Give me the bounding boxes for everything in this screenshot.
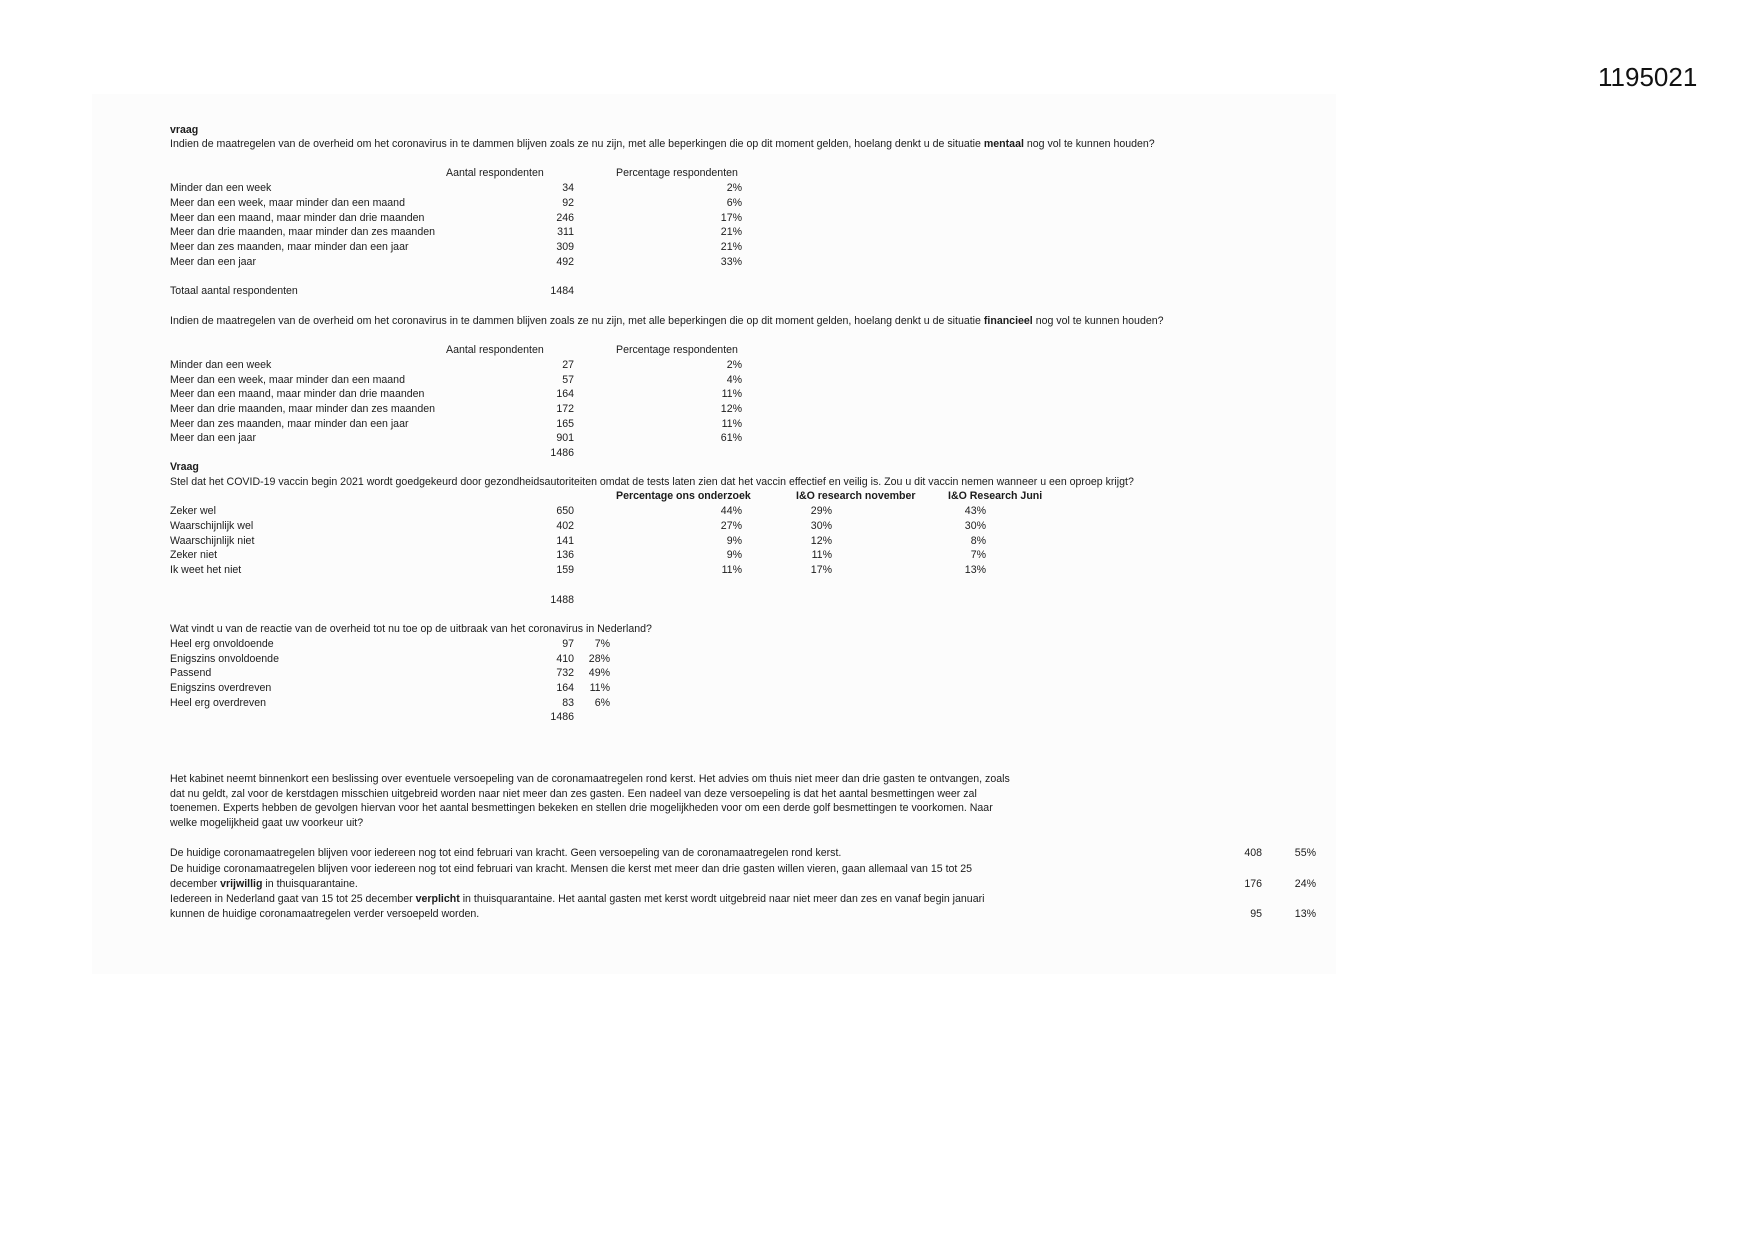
q2-row-count: 57 bbox=[562, 374, 574, 386]
q1-row-pct: 17% bbox=[720, 212, 742, 224]
q3-row-nov: 30% bbox=[810, 520, 832, 532]
q1-row-count: 311 bbox=[557, 226, 574, 238]
q4-row-pct: 7% bbox=[594, 638, 610, 650]
q2-row-count: 164 bbox=[556, 388, 574, 400]
q4-row-label: Passend bbox=[170, 667, 212, 679]
q1-row-label: Meer dan een week, maar minder dan een maand bbox=[170, 197, 405, 209]
q1-row-pct: 21% bbox=[720, 241, 742, 253]
q1-col-pct: Percentage respondenten bbox=[616, 167, 738, 179]
q2-row-count: 165 bbox=[556, 418, 574, 430]
q5-option-2-line2: december vrijwillig in thuisquarantaine. bbox=[170, 878, 358, 890]
q4-row-count: 164 bbox=[556, 682, 574, 694]
q1-total: 1484 bbox=[550, 285, 574, 297]
q2-row-pct: 2% bbox=[726, 359, 742, 371]
q1-row-count: 34 bbox=[562, 182, 574, 194]
q3-row-count: 402 bbox=[556, 520, 574, 532]
q4-question: Wat vindt u van de reactie van de overheid tot nu toe op de uitbraak van het coronavirus in Nederland? bbox=[170, 623, 652, 635]
q2-row-count: 27 bbox=[562, 359, 574, 371]
q1-row-label: Meer dan een maand, maar minder dan drie maanden bbox=[170, 212, 425, 224]
q2-question: Indien de maatregelen van de overheid om het coronavirus in te dammen blijven zoals ze nu zijn, met alle beperkingen die op dit moment gelden, hoelang denkt u de situatie financieel nog vol te kunnen houden? bbox=[170, 315, 1164, 327]
q1-row-label: Meer dan drie maanden, maar minder dan zes maanden bbox=[170, 226, 435, 238]
q3-col-ours: Percentage ons onderzoek bbox=[616, 490, 751, 502]
q2-row-label: Meer dan een jaar bbox=[170, 432, 256, 444]
q2-row-pct: 12% bbox=[720, 403, 742, 415]
q3-row-label: Zeker niet bbox=[170, 549, 218, 561]
q1-label: vraag bbox=[170, 124, 199, 136]
q4-row-count: 97 bbox=[562, 638, 574, 650]
q1-row-pct: 6% bbox=[726, 197, 742, 209]
q1-row-count: 92 bbox=[562, 197, 574, 209]
q3-total: 1488 bbox=[550, 594, 574, 606]
q1-total-label: Totaal aantal respondenten bbox=[170, 285, 298, 297]
q2-row-pct: 4% bbox=[726, 374, 742, 386]
q4-row-label: Heel erg onvoldoende bbox=[170, 638, 274, 650]
q3-row-label: Waarschijnlijk niet bbox=[170, 535, 255, 547]
q3-row-nov: 11% bbox=[811, 549, 832, 561]
q5-option-2-count: 176 bbox=[1244, 878, 1262, 890]
q3-col-jun: I&O Research Juni bbox=[948, 490, 1043, 502]
q5-option-3-line1: Iedereen in Nederland gaat van 15 tot 25 december verplicht in thuisquarantaine. Het aantal gasten met kerst wordt uitgebreid naar niet meer dan zes en vanaf begin januari bbox=[170, 893, 985, 905]
q1-row-pct: 2% bbox=[726, 182, 742, 194]
q3-row-ours: 44% bbox=[720, 505, 742, 517]
q3-row-nov: 12% bbox=[810, 535, 832, 547]
q5-intro-line: welke mogelijkheid gaat uw voorkeur uit? bbox=[170, 817, 364, 829]
q2-row-label: Meer dan zes maanden, maar minder dan een jaar bbox=[170, 418, 409, 430]
q2-row-pct: 11% bbox=[721, 388, 742, 400]
q2-row-label: Meer dan een week, maar minder dan een maand bbox=[170, 374, 405, 386]
q5-option-3-pct: 13% bbox=[1294, 908, 1316, 920]
q1-row-label: Meer dan een jaar bbox=[170, 256, 256, 268]
q1-row-pct: 21% bbox=[720, 226, 742, 238]
q4-row-count: 732 bbox=[556, 667, 574, 679]
q3-row-count: 159 bbox=[556, 564, 574, 576]
q3-row-jun: 13% bbox=[964, 564, 986, 576]
q3-row-nov: 29% bbox=[810, 505, 832, 517]
q3-row-count: 141 bbox=[556, 535, 574, 547]
q4-row-count: 83 bbox=[562, 697, 574, 709]
q4-row-pct: 11% bbox=[589, 682, 610, 694]
q3-row-jun: 8% bbox=[970, 535, 986, 547]
q3-row-ours: 9% bbox=[726, 549, 742, 561]
q2-row-label: Meer dan een maand, maar minder dan drie maanden bbox=[170, 388, 425, 400]
q1-question: Indien de maatregelen van de overheid om het coronavirus in te dammen blijven zoals ze nu zijn, met alle beperkingen die op dit moment gelden, hoelang denkt u de situatie mentaal nog vol te kunnen houden? bbox=[170, 138, 1155, 150]
q3-row-label: Zeker wel bbox=[170, 505, 216, 517]
spreadsheet-printout bbox=[92, 94, 1336, 974]
q5-intro-line: toenemen. Experts hebben de gevolgen hiervan voor het aantal besmettingen bekeken en stellen drie mogelijkheden voor om een derde golf besmettingen te voorkomen. Naar bbox=[170, 802, 993, 814]
q5-option-1-count: 408 bbox=[1244, 847, 1262, 859]
q2-total: 1486 bbox=[550, 447, 574, 459]
q4-row-pct: 28% bbox=[588, 653, 610, 665]
q4-total: 1486 bbox=[550, 711, 574, 723]
q5-option-1-text: De huidige coronamaatregelen blijven voor iedereen nog tot eind februari van kracht. Geen versoepeling van de coronamaatregelen rond kerst. bbox=[170, 847, 842, 859]
document-id: 1195021 bbox=[1598, 62, 1698, 92]
q5-option-3-count: 95 bbox=[1250, 908, 1262, 920]
q5-option-1-pct: 55% bbox=[1294, 847, 1316, 859]
q3-label: Vraag bbox=[170, 461, 199, 473]
q2-row-count: 172 bbox=[556, 403, 574, 415]
q3-row-label: Ik weet het niet bbox=[170, 564, 242, 576]
q5-intro-line: Het kabinet neemt binnenkort een beslissing over eventuele versoepeling van de coronamaatregelen rond kerst. Het advies om thuis niet meer dan drie gasten te ontvangen, zoals bbox=[170, 773, 1010, 785]
q4-row-label: Enigszins onvoldoende bbox=[170, 653, 279, 665]
q3-row-nov: 17% bbox=[810, 564, 832, 576]
q3-row-jun: 43% bbox=[964, 505, 986, 517]
q3-row-count: 136 bbox=[556, 549, 574, 561]
q5-option-2-pct: 24% bbox=[1294, 878, 1316, 890]
q5-intro-line: dat nu geldt, zal voor de kerstdagen misschien uitgebreid worden naar niet meer dan zes gasten. Een nadeel van deze versoepeling is dat het aantal besmettingen weer zal bbox=[170, 788, 977, 800]
q2-row-count: 901 bbox=[556, 432, 574, 444]
q5-option-2-line1: De huidige coronamaatregelen blijven voor iedereen nog tot eind februari van kracht. Mensen die kerst met meer dan drie gasten willen vieren, gaan allemaal van 15 tot 25 bbox=[170, 863, 973, 875]
q3-row-ours: 9% bbox=[726, 535, 742, 547]
q2-col-pct: Percentage respondenten bbox=[616, 344, 738, 356]
q1-row-pct: 33% bbox=[720, 256, 742, 268]
q2-row-pct: 11% bbox=[721, 418, 742, 430]
q4-row-label: Heel erg overdreven bbox=[170, 697, 266, 709]
q3-row-count: 650 bbox=[556, 505, 574, 517]
q1-row-count: 492 bbox=[556, 256, 574, 268]
q1-col-count: Aantal respondenten bbox=[446, 167, 544, 179]
q2-row-label: Minder dan een week bbox=[170, 359, 272, 371]
q5-option-3-line2: kunnen de huidige coronamaatregelen verder versoepeld worden. bbox=[170, 908, 480, 920]
q4-row-label: Enigszins overdreven bbox=[170, 682, 272, 694]
q4-row-pct: 49% bbox=[588, 667, 610, 679]
q1-row-label: Meer dan zes maanden, maar minder dan een jaar bbox=[170, 241, 409, 253]
q1-row-count: 309 bbox=[556, 241, 574, 253]
q1-row-label: Minder dan een week bbox=[170, 182, 272, 194]
q4-row-pct: 6% bbox=[594, 697, 610, 709]
q4-row-count: 410 bbox=[556, 653, 574, 665]
q3-question: Stel dat het COVID-19 vaccin begin 2021 wordt goedgekeurd door gezondheidsautoriteiten omdat de tests laten zien dat het vaccin effectief en veilig is. Zou u dit vaccin nemen wanneer u een oproep krijgt? bbox=[170, 476, 1134, 488]
q3-col-nov: I&O research november bbox=[796, 490, 916, 502]
q3-row-jun: 30% bbox=[964, 520, 986, 532]
q3-row-label: Waarschijnlijk wel bbox=[170, 520, 254, 532]
q2-row-label: Meer dan drie maanden, maar minder dan zes maanden bbox=[170, 403, 435, 415]
q3-row-jun: 7% bbox=[970, 549, 986, 561]
q2-row-pct: 61% bbox=[720, 432, 742, 444]
q2-col-count: Aantal respondenten bbox=[446, 344, 544, 356]
q3-row-ours: 11% bbox=[721, 564, 742, 576]
q1-row-count: 246 bbox=[556, 212, 574, 224]
q3-row-ours: 27% bbox=[720, 520, 742, 532]
